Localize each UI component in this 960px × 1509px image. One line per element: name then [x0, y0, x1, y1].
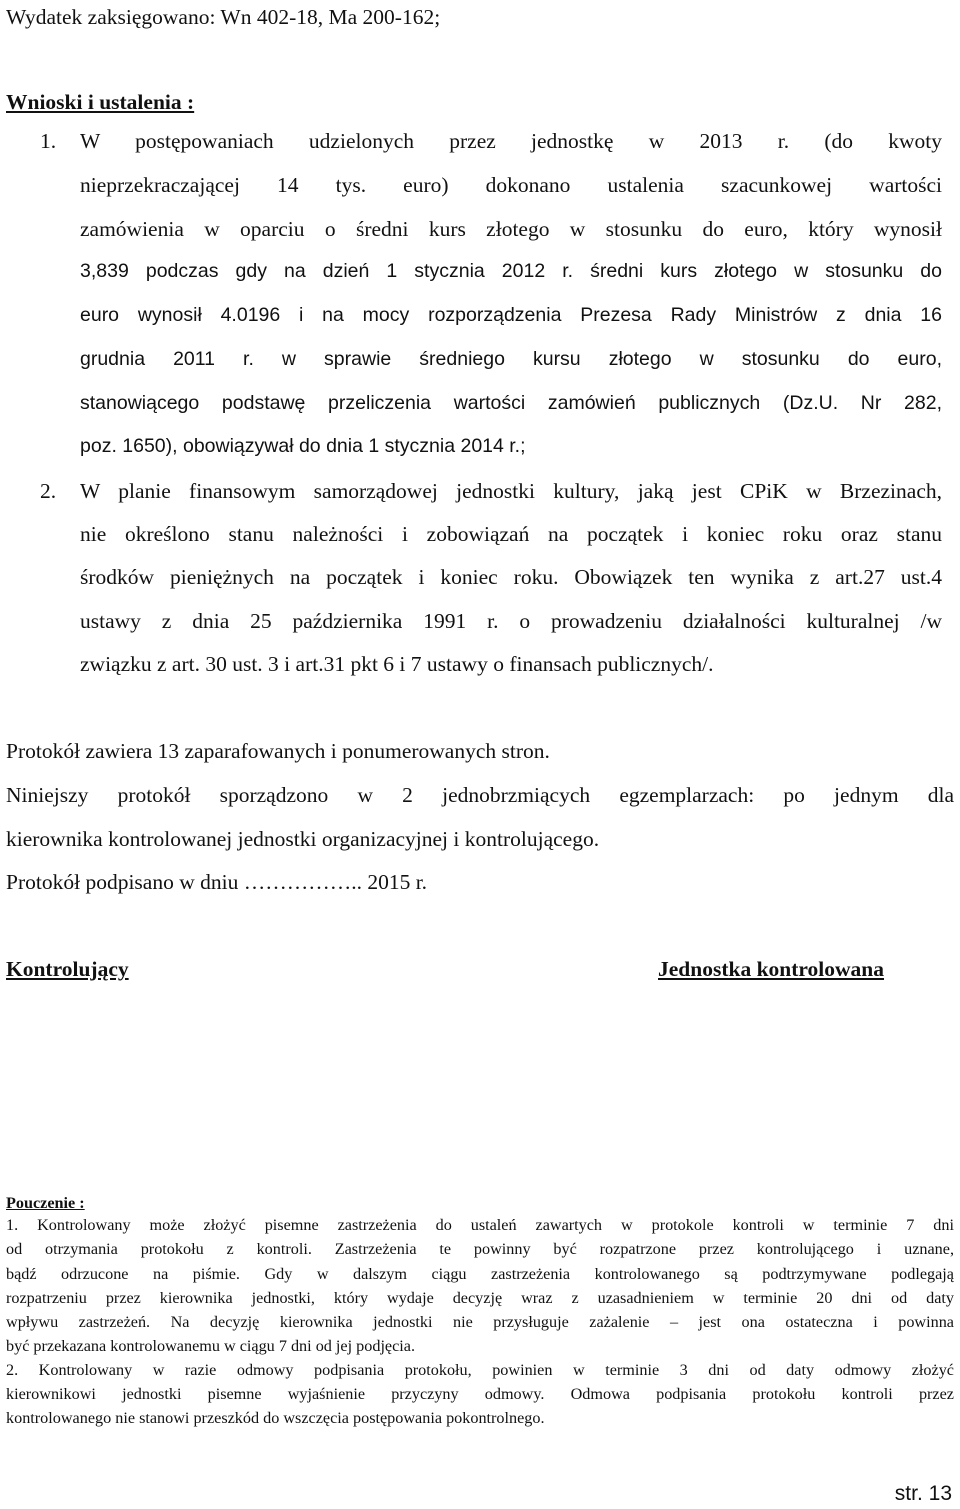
- protocol-signed-date: Protokół podpisano w dniu …………….. 2015 r.: [6, 870, 428, 894]
- signature-inspector: Kontrolujący: [6, 957, 129, 981]
- protocol-pages: Protokół zawiera 13 zaparafowanych i ponumerowanych stron.: [6, 739, 550, 763]
- item-1-line-7: stanowiącego podstawę przeliczenia wartości zamówień publicznych (Dz.U. Nr 282,: [80, 392, 942, 414]
- item-1-line-2: nieprzekraczającej 14 tys. euro) dokonano ustalenia szacunkowej wartości: [80, 173, 942, 197]
- item-1-line-4: 3,839 podczas gdy na dzień 1 stycznia 2012 r. średni kurs złotego w stosunku do: [80, 260, 942, 282]
- conclusions-heading: Wnioski i ustalenia :: [6, 90, 195, 114]
- item-1-number: 1.: [40, 129, 57, 153]
- item-1-line-6: grudnia 2011 r. w sprawie średniego kursu złotego w stosunku do euro,: [80, 348, 942, 370]
- ledger-entry: Wydatek zaksięgowano: Wn 402-18, Ma 200-162;: [6, 5, 441, 29]
- item-2-line-3: środków pieniężnych na początek i koniec roku. Obowiązek ten wynika z art.27 ust.4: [80, 565, 942, 589]
- item-2-line-1: W planie finansowym samorządowej jednostki kultury, jaką jest CPiK w Brzezinach,: [80, 479, 942, 503]
- instruction-line-5: wpływu zastrzeżeń. Na decyzję kierownika jednostki nie przysługuje zażalenie – jest ona ostateczna i powinna: [6, 1313, 954, 1331]
- item-1-line-8: poz. 1650), obowiązywał do dnia 1 stycznia 2014 r.;: [80, 435, 526, 457]
- instruction-line-1: 1. Kontrolowany może złożyć pisemne zastrzeżenia do ustaleń zawartych w protokole kontroli w terminie 7 dni: [6, 1216, 954, 1234]
- protocol-copies-line-2: kierownika kontrolowanej jednostki organizacyjnej i kontrolującego.: [6, 827, 600, 851]
- item-2-line-2: nie określono stanu należności i zobowiązań na początek i koniec roku oraz stanu: [80, 522, 942, 546]
- protocol-copies-line-1: Niniejszy protokół sporządzono w 2 jednobrzmiących egzemplarzach: po jednym dla: [6, 783, 954, 807]
- instruction-heading: Pouczenie :: [6, 1194, 85, 1212]
- item-2-line-5: związku z art. 30 ust. 3 i art.31 pkt 6 i 7 ustawy o finansach publicznych/.: [80, 652, 714, 676]
- item-1-line-5: euro wynosił 4.0196 i na mocy rozporządzenia Prezesa Rady Ministrów z dnia 16: [80, 304, 942, 326]
- item-1-line-3: zamówienia w oparciu o średni kurs złotego w stosunku do euro, który wynosił: [80, 217, 942, 241]
- instruction-line-8: kierownikowi jednostki pisemne wyjaśnienie przyczyny odmowy. Odmowa podpisania protokołu kontroli przez: [6, 1385, 954, 1403]
- instruction-line-4: rozpatrzeniu przez kierownika jednostki, który wydaje decyzję wraz z uzasadnieniem w terminie 20 dni od daty: [6, 1289, 954, 1307]
- instruction-line-7: 2. Kontrolowany w razie odmowy podpisania protokołu, powinien w terminie 3 dni od daty odmowy złożyć: [6, 1361, 954, 1379]
- signature-inspected-unit: Jednostka kontrolowana: [658, 957, 885, 981]
- item-1-line-1: W postępowaniach udzielonych przez jednostkę w 2013 r. (do kwoty: [80, 129, 942, 153]
- instruction-line-6: być przekazana kontrolowanemu w ciągu 7 dni od jej podjęcia.: [6, 1337, 416, 1355]
- instruction-line-3: bądź odrzucone na piśmie. Gdy w dalszym ciągu zastrzeżenia kontrolowanego są podtrzymywane podlegają: [6, 1265, 954, 1283]
- instruction-line-9: kontrolowanego nie stanowi przeszkód do wszczęcia postępowania pokontrolnego.: [6, 1409, 545, 1427]
- item-2-line-4: ustawy z dnia 25 października 1991 r. o prowadzeniu działalności kulturalnej /w: [80, 609, 942, 633]
- page-number: str. 13: [894, 1482, 952, 1505]
- item-2-number: 2.: [40, 479, 57, 503]
- instruction-line-2: od otrzymania protokołu z kontroli. Zastrzeżenia te powinny być rozpatrzone przez kontrolującego i uznane,: [6, 1240, 954, 1258]
